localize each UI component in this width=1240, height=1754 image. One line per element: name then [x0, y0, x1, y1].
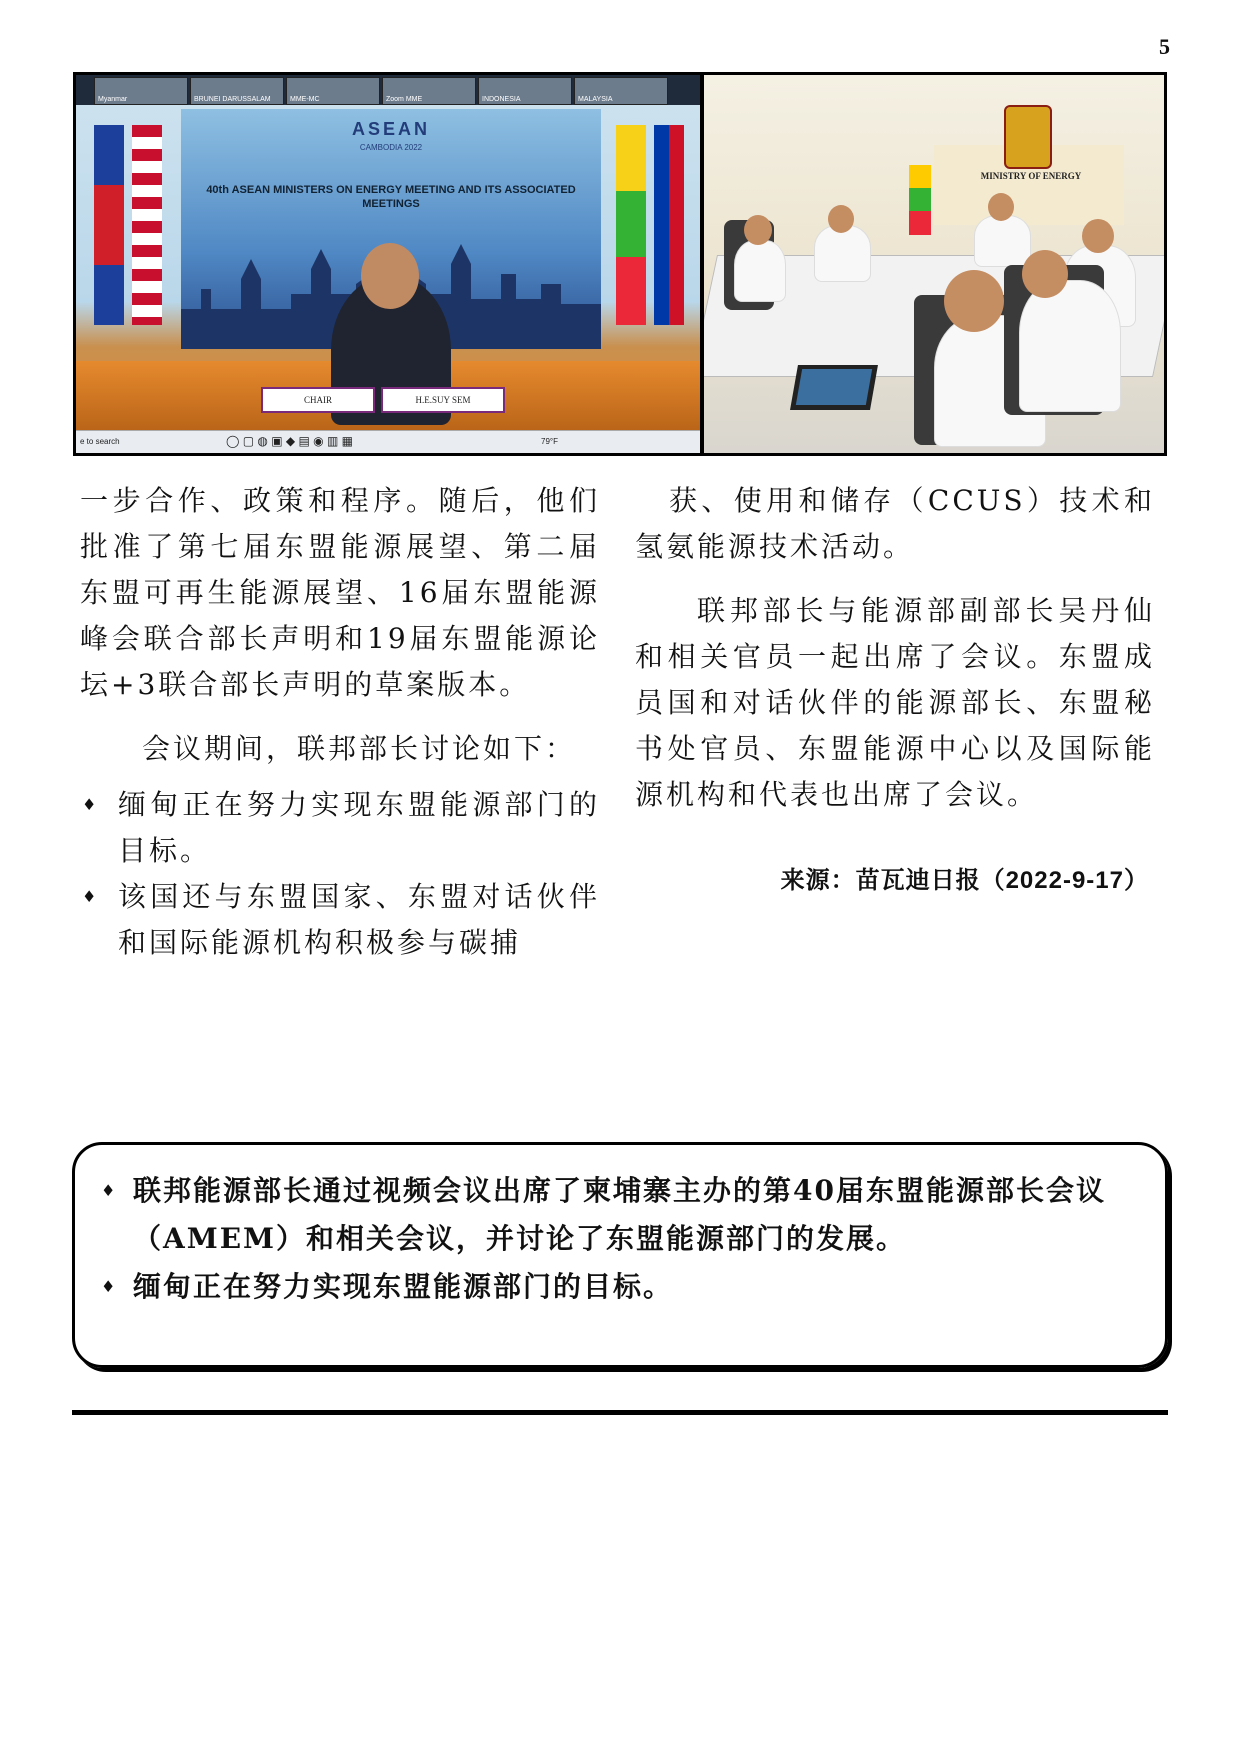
- attendee: [814, 225, 871, 282]
- attendee: [974, 215, 1031, 267]
- photo-pair: [73, 72, 1167, 456]
- page-number: 5: [1159, 34, 1170, 59]
- banner-logo-text: ASEAN: [351, 119, 430, 139]
- paragraph: 获、使用和储存（CCUS）技术和氢氨能源技术活动。: [635, 484, 1155, 563]
- participant-thumbnail: BRUNEI DARUSSALAM: [190, 77, 284, 105]
- paragraph: 会议期间，联邦部长讨论如下：: [142, 732, 577, 765]
- attendee-head: [988, 193, 1014, 221]
- attendee-head: [1022, 250, 1068, 298]
- attendee-head: [1082, 219, 1114, 253]
- attendee: [734, 240, 786, 302]
- bullet-list: [80, 782, 600, 966]
- summary-item: ♦ 缅甸正在努力实现东盟能源部门的目标。: [97, 1263, 1141, 1311]
- taskbar-search-text: e to search: [80, 437, 120, 446]
- participant-thumbnail: INDONESIA: [478, 77, 572, 105]
- participant-thumbnail: MME-MC: [286, 77, 380, 105]
- left-column: [80, 478, 600, 966]
- laptop-screen: [796, 369, 872, 405]
- taskbar: [76, 430, 700, 453]
- flag: [654, 125, 684, 325]
- summary-item: ♦ 联邦能源部长通过视频会议出席了柬埔寨主办的第40届东盟能源部长会议（AMEM）和相关会议，并讨论了东盟能源部门的发展。: [97, 1167, 1141, 1263]
- myanmar-flag: [909, 165, 931, 235]
- attendee: [1019, 280, 1121, 412]
- horizontal-rule: [72, 1410, 1168, 1415]
- ministry-caption: MINISTRY OF ENERGY: [980, 171, 1082, 181]
- banner-subtitle: CAMBODIA 2022: [359, 143, 423, 152]
- participant-thumbnail-strip: [76, 75, 700, 105]
- paragraph: 联邦部长与能源部副部长吴丹仙和相关官员一起出席了会议。东盟成员国和对话伙伴的能源部长、东盟秘书处官员、东盟能源中心以及国际能源机构和代表也出席了会议。: [635, 594, 1155, 811]
- source-citation: 来源：苗瓦迪日报（2022-9-17）: [780, 867, 1149, 894]
- paragraph: 一步合作、政策和程序。随后，他们批准了第七届东盟能源展望、第二届东盟可再生能源展望、16届东盟能源峰会联合部长声明和19届东盟能源论坛+3联合部长声明的草案版本。: [80, 484, 600, 701]
- banner-title: 40th ASEAN MINISTERS ON ENERGY MEETING AND ITS ASSOCIATED MEETINGS: [206, 184, 576, 210]
- flag: [94, 125, 124, 325]
- summary-list: [97, 1167, 1141, 1311]
- flag: [616, 125, 646, 325]
- attendee-head: [744, 215, 772, 245]
- attendee-head: [828, 205, 854, 233]
- participant-thumbnail: MALAYSIA: [574, 77, 668, 105]
- video-conference-photo: [76, 75, 700, 453]
- list-item: ♦ 该国还与东盟国家、东盟对话伙伴和国际能源机构积极参与碳捕: [80, 874, 600, 966]
- participant-thumbnail: Myanmar: [94, 77, 188, 105]
- taskbar-weather: 79°F: [541, 437, 558, 446]
- name-nameplate: H.E.SUY SEM: [381, 387, 505, 413]
- meeting-room-photo: [704, 75, 1164, 453]
- flag: [132, 125, 162, 325]
- summary-box: [72, 1142, 1168, 1368]
- article-body: [80, 478, 1155, 1098]
- attendee-head: [944, 270, 1004, 332]
- windows-icons: ◯ ▢ ◍ ▣ ◆ ▤ ◉ ▥ ▦: [226, 434, 353, 448]
- right-column: [635, 478, 1155, 904]
- speaker-head: [361, 243, 419, 309]
- chair-nameplate: CHAIR: [261, 387, 375, 413]
- list-item: ♦ 缅甸正在努力实现东盟能源部门的目标。: [80, 782, 600, 874]
- participant-thumbnail: Zoom MME: [382, 77, 476, 105]
- ministry-emblem-icon: [1004, 105, 1052, 169]
